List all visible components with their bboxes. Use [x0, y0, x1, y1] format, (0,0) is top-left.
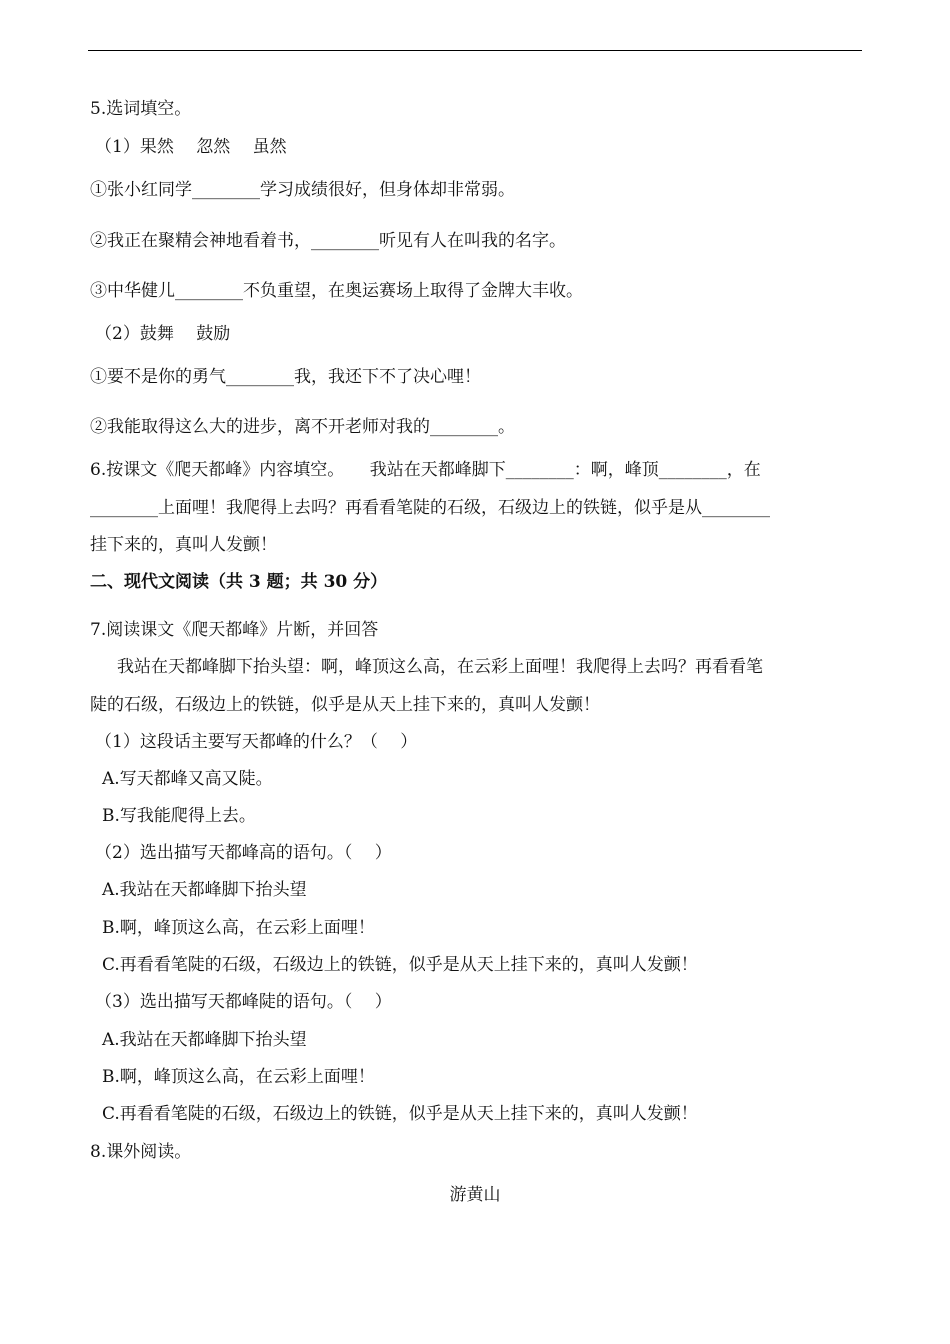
q5-group1-options: （1）果然 忽然 虽然 — [95, 137, 287, 157]
q7-passage-line-2: 陡的石级，石级边上的铁链，似乎是从天上挂下来的，真叫人发颤！ — [90, 695, 600, 715]
q7-sub1-option-a: A.写天都峰又高又陡。 — [102, 769, 273, 789]
q7-sub2-option-c: C.再看看笔陡的石级，石级边上的铁链，似乎是从天上挂下来的，真叫人发颤！ — [102, 955, 698, 975]
q5-group2-item-2: ②我能取得这么大的进步，离不开老师对我的________。 — [90, 417, 515, 437]
q5-group2-item-1: ①要不是你的勇气________我，我还下不了决心哩！ — [90, 367, 481, 387]
q6-line-2: ________上面哩！我爬得上去吗？再看看笔陡的石级，石级边上的铁链，似乎是从________ — [90, 498, 770, 518]
q7-sub3-option-a: A.我站在天都峰脚下抬头望 — [102, 1030, 307, 1050]
q7-sub1-option-b: B.写我能爬得上去。 — [102, 806, 256, 826]
article-title: 游黄山 — [449, 1185, 501, 1205]
q7-sub3-option-b: B.啊，峰顶这么高，在云彩上面哩！ — [102, 1067, 375, 1087]
q7-title: 7.阅读课文《爬天都峰》片断，并回答 — [90, 620, 379, 640]
q5-title: 5.选词填空。 — [90, 99, 192, 119]
q7-sub2-option-b: B.啊，峰顶这么高，在云彩上面哩！ — [102, 918, 375, 938]
q5-group1-item-3: ③中华健儿________不负重望，在奥运赛场上取得了金牌大丰收。 — [90, 281, 583, 301]
q7-sub2-option-a: A.我站在天都峰脚下抬头望 — [102, 880, 307, 900]
q7-sub1-question: （1）这段话主要写天都峰的什么？（ ） — [95, 732, 418, 752]
q5-group2-options: （2）鼓舞 鼓励 — [95, 324, 231, 344]
q7-sub2-question: （2）选出描写天都峰高的语句。（ ） — [95, 843, 392, 863]
section-heading: 二、现代文阅读（共 3 题；共 30 分） — [90, 572, 388, 592]
q5-group1-item-1: ①张小红同学________学习成绩很好，但身体却非常弱。 — [90, 180, 515, 200]
q8-title: 8.课外阅读。 — [90, 1142, 192, 1162]
q7-sub3-option-c: C.再看看笔陡的石级，石级边上的铁链，似乎是从天上挂下来的，真叫人发颤！ — [102, 1104, 698, 1124]
q7-passage-line-1: 我站在天都峰脚下抬头望：啊，峰顶这么高，在云彩上面哩！我爬得上去吗？再看看笔 — [117, 657, 763, 677]
header-rule — [88, 50, 862, 51]
q6-line-3: 挂下来的，真叫人发颤！ — [90, 535, 277, 555]
q5-group1-item-2: ②我正在聚精会神地看着书，________听见有人在叫我的名字。 — [90, 231, 566, 251]
q6-line-1: 6.按课文《爬天都峰》内容填空。 我站在天都峰脚下________：啊，峰顶________，在 — [90, 460, 761, 480]
q7-sub3-question: （3）选出描写天都峰陡的语句。（ ） — [95, 992, 392, 1012]
